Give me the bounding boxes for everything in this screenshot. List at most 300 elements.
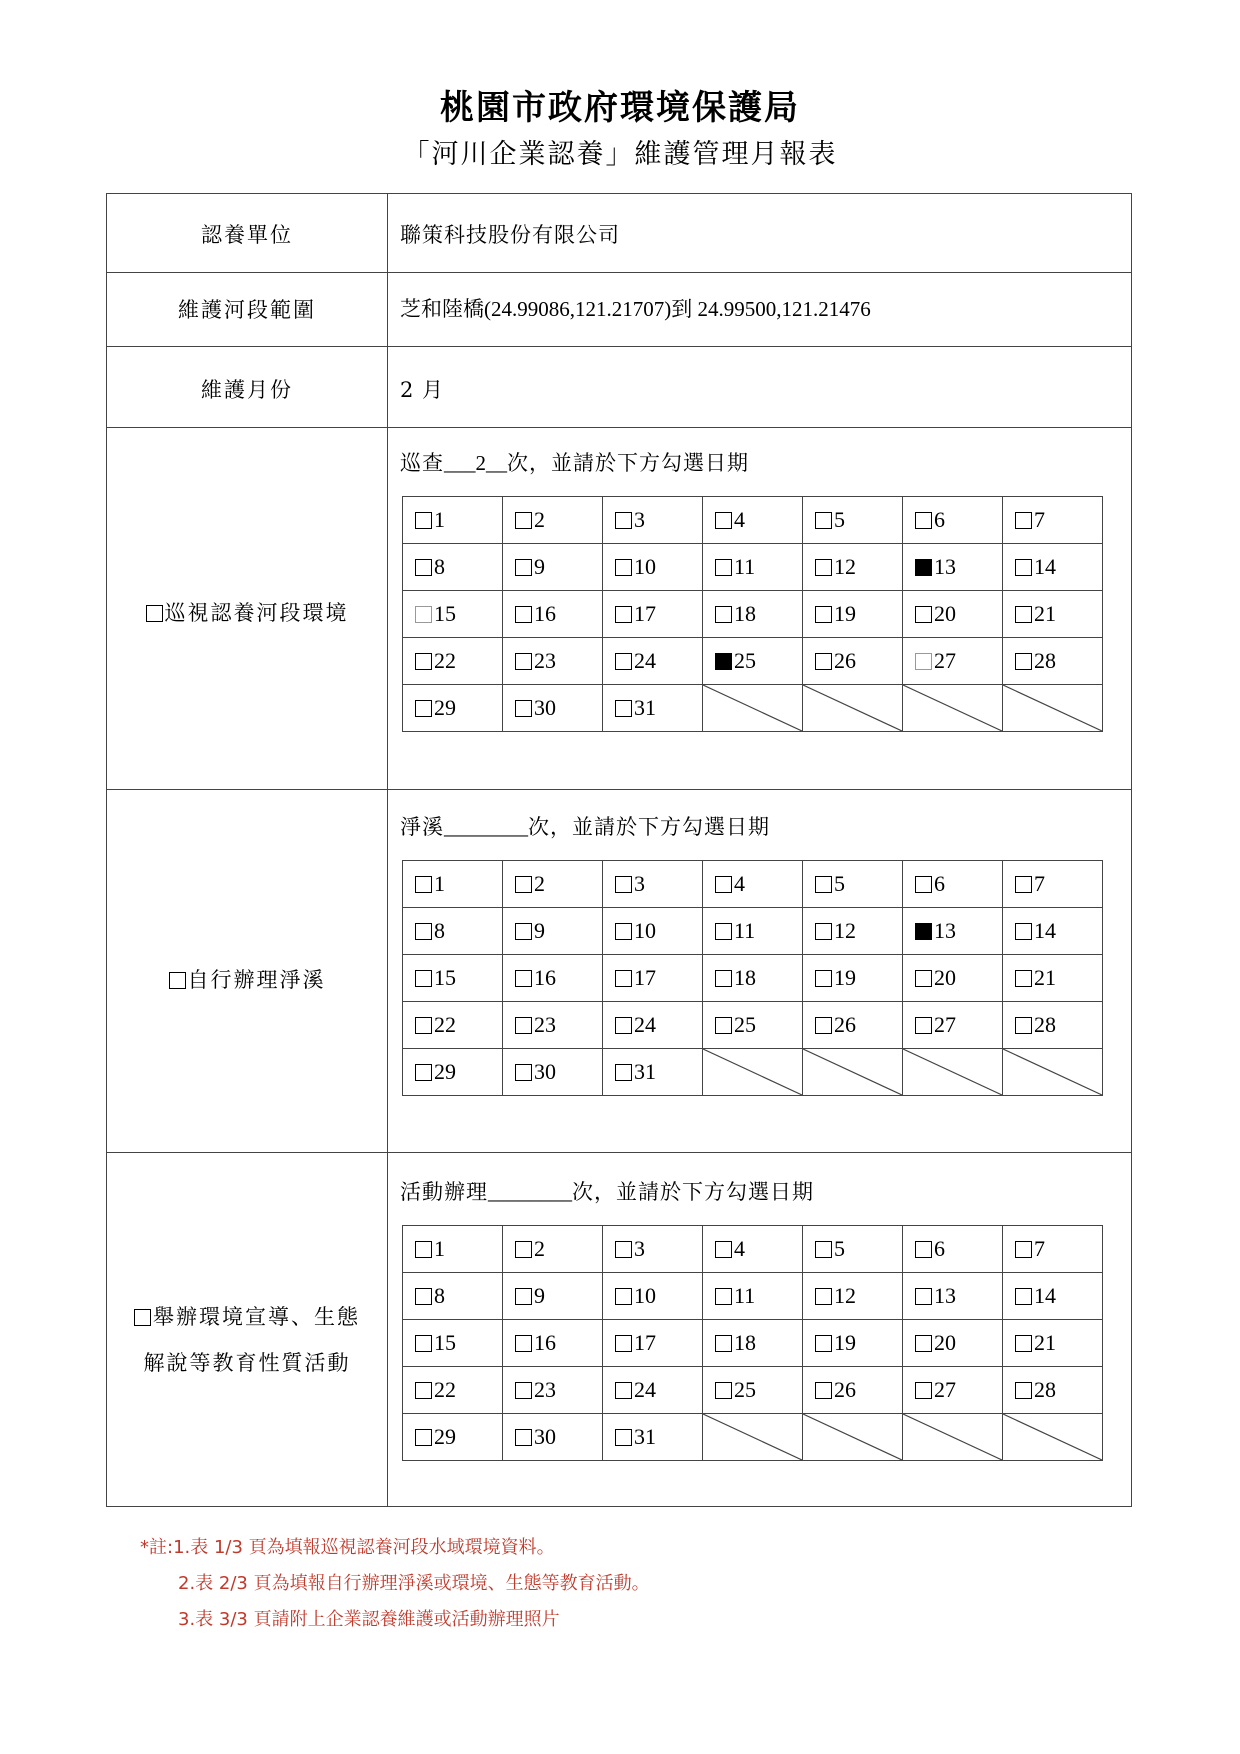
date-cell-18[interactable] (703, 591, 803, 638)
day-checkbox[interactable] (715, 970, 732, 987)
date-cell-14[interactable] (1003, 908, 1103, 955)
date-cell-20[interactable] (903, 591, 1003, 638)
day-checkbox[interactable] (515, 970, 532, 987)
day-checkbox[interactable] (415, 1017, 432, 1034)
date-cell-8[interactable] (403, 908, 503, 955)
day-checkbox[interactable] (515, 606, 532, 623)
day-checkbox[interactable] (715, 1382, 732, 1399)
day-checkbox[interactable] (715, 559, 732, 576)
date-cell-12[interactable] (803, 544, 903, 591)
day-number: 24 (634, 1377, 656, 1402)
date-cell-22[interactable] (403, 1002, 503, 1049)
day-number: 14 (1034, 1283, 1056, 1308)
date-cell-15[interactable] (403, 591, 503, 638)
date-cell-11[interactable] (703, 1273, 803, 1320)
day-checkbox[interactable] (415, 559, 432, 576)
day-checkbox[interactable] (1015, 1382, 1032, 1399)
day-checkbox[interactable] (915, 559, 932, 576)
date-cell-8[interactable] (403, 1273, 503, 1320)
day-number: 6 (934, 507, 945, 532)
date-cell-15[interactable] (403, 955, 503, 1002)
day-checkbox[interactable] (515, 1429, 532, 1446)
count-suffix: 次，並請於下方勾選日期 (572, 1180, 814, 1204)
day-number: 5 (834, 1236, 845, 1261)
date-cell-3[interactable] (603, 497, 703, 544)
day-number: 13 (934, 918, 956, 943)
day-checkbox[interactable] (1015, 653, 1032, 670)
day-checkbox[interactable] (815, 1017, 832, 1034)
day-checkbox[interactable] (415, 653, 432, 670)
date-cell-10[interactable] (603, 908, 703, 955)
day-number: 1 (434, 507, 445, 532)
date-cell-31[interactable] (603, 1414, 703, 1461)
count-suffix: 次，並請於下方勾選日期 (507, 451, 749, 475)
day-checkbox[interactable] (615, 559, 632, 576)
note-3: 3.表 3/3 頁請附上企業認養維護或活動辦理照片 (178, 1609, 560, 1630)
date-cell-3[interactable] (603, 1226, 703, 1273)
day-number: 11 (734, 1283, 756, 1308)
day-checkbox[interactable] (615, 1382, 632, 1399)
date-cell-19[interactable] (803, 591, 903, 638)
day-checkbox[interactable] (815, 512, 832, 529)
day-number: 11 (734, 554, 756, 579)
day-checkbox[interactable] (915, 876, 932, 893)
day-checkbox[interactable] (715, 876, 732, 893)
adopter-label: 認養單位 (201, 223, 293, 247)
day-number: 3 (634, 1236, 645, 1261)
section-checkbox[interactable] (146, 605, 163, 622)
date-row (403, 685, 1103, 732)
day-checkbox[interactable] (415, 923, 432, 940)
day-number: 9 (534, 918, 545, 943)
day-number: 28 (1034, 1377, 1056, 1402)
date-cell-6[interactable] (903, 861, 1003, 908)
day-number: 31 (634, 1424, 656, 1449)
date-cell-7[interactable] (1003, 497, 1103, 544)
education-date-grid (402, 1225, 1103, 1461)
note-1: *註:1.表 1/3 頁為填報巡視認養河段水域環境資料。 (140, 1537, 555, 1558)
date-cell-21[interactable] (1003, 1320, 1103, 1367)
day-number: 12 (834, 918, 856, 943)
row-divider (107, 272, 1131, 273)
date-cell-30[interactable] (503, 685, 603, 732)
day-checkbox[interactable] (515, 1382, 532, 1399)
empty-date-cell (1003, 1414, 1103, 1461)
day-checkbox[interactable] (415, 876, 432, 893)
date-cell-1[interactable] (403, 861, 503, 908)
date-cell-13[interactable] (903, 1273, 1003, 1320)
date-cell-6[interactable] (903, 1226, 1003, 1273)
day-checkbox[interactable] (615, 1288, 632, 1305)
date-cell-16[interactable] (503, 591, 603, 638)
date-cell-26[interactable] (803, 638, 903, 685)
patrol-date-grid (402, 496, 1103, 732)
day-checkbox[interactable] (815, 923, 832, 940)
patrol-count-line (400, 447, 749, 477)
day-number: 25 (734, 648, 756, 673)
day-checkbox[interactable] (815, 653, 832, 670)
day-number: 29 (434, 1059, 456, 1084)
date-cell-27[interactable] (903, 1002, 1003, 1049)
day-checkbox[interactable] (415, 1241, 432, 1258)
day-number: 8 (434, 1283, 445, 1308)
date-cell-31[interactable] (603, 685, 703, 732)
date-cell-13[interactable] (903, 544, 1003, 591)
date-cell-8[interactable] (403, 544, 503, 591)
day-number: 4 (734, 507, 745, 532)
date-cell-23[interactable] (503, 1367, 603, 1414)
date-cell-25[interactable] (703, 1002, 803, 1049)
date-row (403, 1367, 1103, 1414)
date-cell-2[interactable] (503, 861, 603, 908)
day-number: 17 (634, 965, 656, 990)
date-cell-20[interactable] (903, 1320, 1003, 1367)
day-checkbox[interactable] (615, 970, 632, 987)
section-checkbox[interactable] (169, 972, 186, 989)
river-section-label: 維護河段範圍 (178, 298, 316, 322)
day-number: 30 (534, 1059, 556, 1084)
date-cell-21[interactable] (1003, 591, 1103, 638)
date-cell-28[interactable] (1003, 1367, 1103, 1414)
note-2: 2.表 2/3 頁為填報自行辦理淨溪或環境、生態等教育活動。 (178, 1573, 650, 1594)
day-number: 10 (634, 918, 656, 943)
day-checkbox[interactable] (915, 1017, 932, 1034)
month-label: 維護月份 (201, 378, 293, 402)
day-number: 22 (434, 648, 456, 673)
date-cell-2[interactable] (503, 1226, 603, 1273)
day-checkbox[interactable] (915, 653, 932, 670)
day-checkbox[interactable] (615, 1335, 632, 1352)
day-checkbox[interactable] (515, 923, 532, 940)
day-checkbox[interactable] (615, 700, 632, 717)
date-cell-10[interactable] (603, 1273, 703, 1320)
day-checkbox[interactable] (715, 512, 732, 529)
date-cell-23[interactable] (503, 638, 603, 685)
date-cell-12[interactable] (803, 1273, 903, 1320)
day-checkbox[interactable] (715, 1335, 732, 1352)
count-blank[interactable]: ________ (488, 1180, 572, 1204)
day-number: 30 (534, 1424, 556, 1449)
section-education-label[interactable] (107, 1301, 387, 1331)
day-checkbox[interactable] (1015, 559, 1032, 576)
date-cell-13[interactable] (903, 908, 1003, 955)
day-checkbox[interactable] (615, 1241, 632, 1258)
day-checkbox[interactable] (615, 1017, 632, 1034)
date-cell-23[interactable] (503, 1002, 603, 1049)
day-checkbox[interactable] (815, 559, 832, 576)
date-row (403, 591, 1103, 638)
date-cell-1[interactable] (403, 497, 503, 544)
date-cell-9[interactable] (503, 544, 603, 591)
day-number: 2 (534, 1236, 545, 1261)
day-number: 2 (534, 871, 545, 896)
empty-date-cell (903, 685, 1003, 732)
count-blank[interactable]: ________ (444, 815, 528, 839)
day-checkbox[interactable] (415, 970, 432, 987)
day-checkbox[interactable] (415, 1429, 432, 1446)
day-number: 21 (1034, 1330, 1056, 1355)
date-cell-20[interactable] (903, 955, 1003, 1002)
day-number: 26 (834, 1012, 856, 1037)
day-checkbox[interactable] (815, 1288, 832, 1305)
date-cell-21[interactable] (1003, 955, 1103, 1002)
day-checkbox[interactable] (715, 653, 732, 670)
day-checkbox[interactable] (515, 700, 532, 717)
date-cell-24[interactable] (603, 638, 703, 685)
day-checkbox[interactable] (415, 512, 432, 529)
date-cell-26[interactable] (803, 1002, 903, 1049)
day-checkbox[interactable] (1015, 970, 1032, 987)
day-checkbox[interactable] (915, 1382, 932, 1399)
day-checkbox[interactable] (1015, 923, 1032, 940)
day-checkbox[interactable] (915, 512, 932, 529)
day-number: 10 (634, 554, 656, 579)
day-checkbox[interactable] (415, 1064, 432, 1081)
date-cell-11[interactable] (703, 908, 803, 955)
day-number: 6 (934, 871, 945, 896)
date-row (403, 955, 1103, 1002)
day-checkbox[interactable] (515, 1241, 532, 1258)
date-cell-27[interactable] (903, 1367, 1003, 1414)
section-cleanup-text: 自行辦理淨溪 (187, 968, 326, 992)
report-form-table (106, 193, 1132, 1507)
date-cell-18[interactable] (703, 955, 803, 1002)
date-cell-24[interactable] (603, 1367, 703, 1414)
date-cell-11[interactable] (703, 544, 803, 591)
date-cell-14[interactable] (1003, 1273, 1103, 1320)
day-checkbox[interactable] (515, 1064, 532, 1081)
day-checkbox[interactable] (1015, 1017, 1032, 1034)
date-cell-9[interactable] (503, 908, 603, 955)
day-checkbox[interactable] (615, 653, 632, 670)
day-number: 25 (734, 1012, 756, 1037)
date-cell-7[interactable] (1003, 861, 1103, 908)
day-checkbox[interactable] (1015, 1335, 1032, 1352)
day-number: 27 (934, 648, 956, 673)
date-cell-27[interactable] (903, 638, 1003, 685)
empty-date-cell (803, 685, 903, 732)
day-number: 19 (834, 601, 856, 626)
day-number: 2 (534, 507, 545, 532)
day-number: 27 (934, 1012, 956, 1037)
date-cell-6[interactable] (903, 497, 1003, 544)
date-cell-5[interactable] (803, 497, 903, 544)
education-count-line (400, 1176, 814, 1206)
date-cell-25[interactable] (703, 1367, 803, 1414)
empty-date-cell (803, 1414, 903, 1461)
date-cell-4[interactable] (703, 1226, 803, 1273)
day-checkbox[interactable] (915, 970, 932, 987)
day-checkbox[interactable] (915, 606, 932, 623)
date-row (403, 1320, 1103, 1367)
section-patrol-text: 巡視認養河段環境 (164, 601, 349, 625)
day-checkbox[interactable] (615, 923, 632, 940)
count-prefix: 巡查 (400, 451, 444, 475)
day-number: 28 (1034, 648, 1056, 673)
day-number: 22 (434, 1012, 456, 1037)
day-number: 8 (434, 554, 445, 579)
date-row (403, 1002, 1103, 1049)
day-checkbox[interactable] (815, 606, 832, 623)
row-divider (107, 1152, 1131, 1153)
day-checkbox[interactable] (815, 970, 832, 987)
day-checkbox[interactable] (415, 1382, 432, 1399)
date-cell-30[interactable] (503, 1049, 603, 1096)
date-cell-31[interactable] (603, 1049, 703, 1096)
date-cell-10[interactable] (603, 544, 703, 591)
day-number: 7 (1034, 871, 1045, 896)
day-checkbox[interactable] (915, 1288, 932, 1305)
date-cell-22[interactable] (403, 1367, 503, 1414)
day-checkbox[interactable] (615, 1429, 632, 1446)
date-cell-5[interactable] (803, 861, 903, 908)
day-number: 9 (534, 1283, 545, 1308)
date-cell-19[interactable] (803, 1320, 903, 1367)
day-checkbox[interactable] (515, 1017, 532, 1034)
day-number: 15 (434, 601, 456, 626)
day-checkbox[interactable] (715, 606, 732, 623)
day-checkbox[interactable] (1015, 606, 1032, 623)
row-divider (107, 346, 1131, 347)
day-checkbox[interactable] (415, 1288, 432, 1305)
date-cell-5[interactable] (803, 1226, 903, 1273)
section-checkbox[interactable] (134, 1309, 151, 1326)
cleanup-date-grid (402, 860, 1103, 1096)
section-education-text: 舉辦環境宣導、生態 (153, 1305, 360, 1329)
day-number: 12 (834, 1283, 856, 1308)
day-number: 19 (834, 1330, 856, 1355)
date-cell-29[interactable] (403, 685, 503, 732)
date-row (403, 1273, 1103, 1320)
day-number: 15 (434, 1330, 456, 1355)
day-checkbox[interactable] (615, 606, 632, 623)
day-number: 29 (434, 695, 456, 720)
date-cell-28[interactable] (1003, 638, 1103, 685)
day-checkbox[interactable] (515, 559, 532, 576)
day-checkbox[interactable] (415, 606, 432, 623)
date-cell-14[interactable] (1003, 544, 1103, 591)
day-checkbox[interactable] (815, 1241, 832, 1258)
day-checkbox[interactable] (715, 1288, 732, 1305)
date-cell-26[interactable] (803, 1367, 903, 1414)
day-number: 31 (634, 1059, 656, 1084)
day-number: 17 (634, 1330, 656, 1355)
date-cell-1[interactable] (403, 1226, 503, 1273)
date-cell-29[interactable] (403, 1414, 503, 1461)
count-prefix: 活動辦理 (400, 1180, 488, 1204)
date-cell-24[interactable] (603, 1002, 703, 1049)
section-cleanup-label[interactable] (107, 964, 387, 994)
section-patrol-label[interactable] (107, 597, 387, 627)
date-cell-17[interactable] (603, 591, 703, 638)
day-number: 10 (634, 1283, 656, 1308)
day-checkbox[interactable] (515, 1288, 532, 1305)
day-checkbox[interactable] (615, 876, 632, 893)
day-checkbox[interactable] (415, 1335, 432, 1352)
day-number: 18 (734, 965, 756, 990)
day-checkbox[interactable] (815, 1335, 832, 1352)
day-number: 28 (1034, 1012, 1056, 1037)
day-checkbox[interactable] (515, 653, 532, 670)
day-checkbox[interactable] (715, 1017, 732, 1034)
day-checkbox[interactable] (415, 700, 432, 717)
date-cell-16[interactable] (503, 955, 603, 1002)
day-number: 15 (434, 965, 456, 990)
date-cell-28[interactable] (1003, 1002, 1103, 1049)
day-checkbox[interactable] (915, 1241, 932, 1258)
count-blank[interactable]: ___2__ (444, 451, 507, 475)
day-checkbox[interactable] (515, 1335, 532, 1352)
adopter-value: 聯策科技股份有限公司 (400, 223, 620, 247)
date-cell-7[interactable] (1003, 1226, 1103, 1273)
day-checkbox[interactable] (715, 1241, 732, 1258)
date-cell-4[interactable] (703, 861, 803, 908)
empty-date-cell (903, 1049, 1003, 1096)
date-cell-29[interactable] (403, 1049, 503, 1096)
day-checkbox[interactable] (1015, 512, 1032, 529)
empty-date-cell (803, 1049, 903, 1096)
day-checkbox[interactable] (515, 512, 532, 529)
day-checkbox[interactable] (615, 1064, 632, 1081)
date-cell-30[interactable] (503, 1414, 603, 1461)
day-number: 6 (934, 1236, 945, 1261)
section-education-label-line2: 解說等教育性質活動 (143, 1351, 351, 1375)
day-checkbox[interactable] (1015, 1288, 1032, 1305)
date-cell-18[interactable] (703, 1320, 803, 1367)
day-checkbox[interactable] (615, 512, 632, 529)
day-number: 1 (434, 1236, 445, 1261)
day-number: 24 (634, 1012, 656, 1037)
day-number: 11 (734, 918, 756, 943)
date-cell-2[interactable] (503, 497, 603, 544)
day-number: 4 (734, 871, 745, 896)
date-cell-15[interactable] (403, 1320, 503, 1367)
date-cell-16[interactable] (503, 1320, 603, 1367)
day-number: 7 (1034, 507, 1045, 532)
day-number: 18 (734, 1330, 756, 1355)
day-number: 30 (534, 695, 556, 720)
date-cell-17[interactable] (603, 1320, 703, 1367)
date-cell-22[interactable] (403, 638, 503, 685)
day-checkbox[interactable] (515, 876, 532, 893)
date-cell-3[interactable] (603, 861, 703, 908)
date-cell-19[interactable] (803, 955, 903, 1002)
day-number: 17 (634, 601, 656, 626)
day-number: 4 (734, 1236, 745, 1261)
date-cell-9[interactable] (503, 1273, 603, 1320)
day-checkbox[interactable] (1015, 1241, 1032, 1258)
river-section-value: 芝和陸橋(24.99086,121.21707)到 24.99500,121.21476 (400, 297, 871, 321)
date-cell-4[interactable] (703, 497, 803, 544)
empty-date-cell (703, 1414, 803, 1461)
day-number: 13 (934, 554, 956, 579)
day-checkbox[interactable] (715, 923, 732, 940)
date-cell-12[interactable] (803, 908, 903, 955)
day-checkbox[interactable] (915, 923, 932, 940)
date-row (403, 544, 1103, 591)
date-cell-25[interactable] (703, 638, 803, 685)
day-number: 26 (834, 648, 856, 673)
empty-date-cell (1003, 685, 1103, 732)
day-number: 23 (534, 1377, 556, 1402)
day-number: 14 (1034, 918, 1056, 943)
day-checkbox[interactable] (815, 876, 832, 893)
day-number: 20 (934, 601, 956, 626)
day-checkbox[interactable] (915, 1335, 932, 1352)
day-checkbox[interactable] (1015, 876, 1032, 893)
date-cell-17[interactable] (603, 955, 703, 1002)
day-checkbox[interactable] (815, 1382, 832, 1399)
